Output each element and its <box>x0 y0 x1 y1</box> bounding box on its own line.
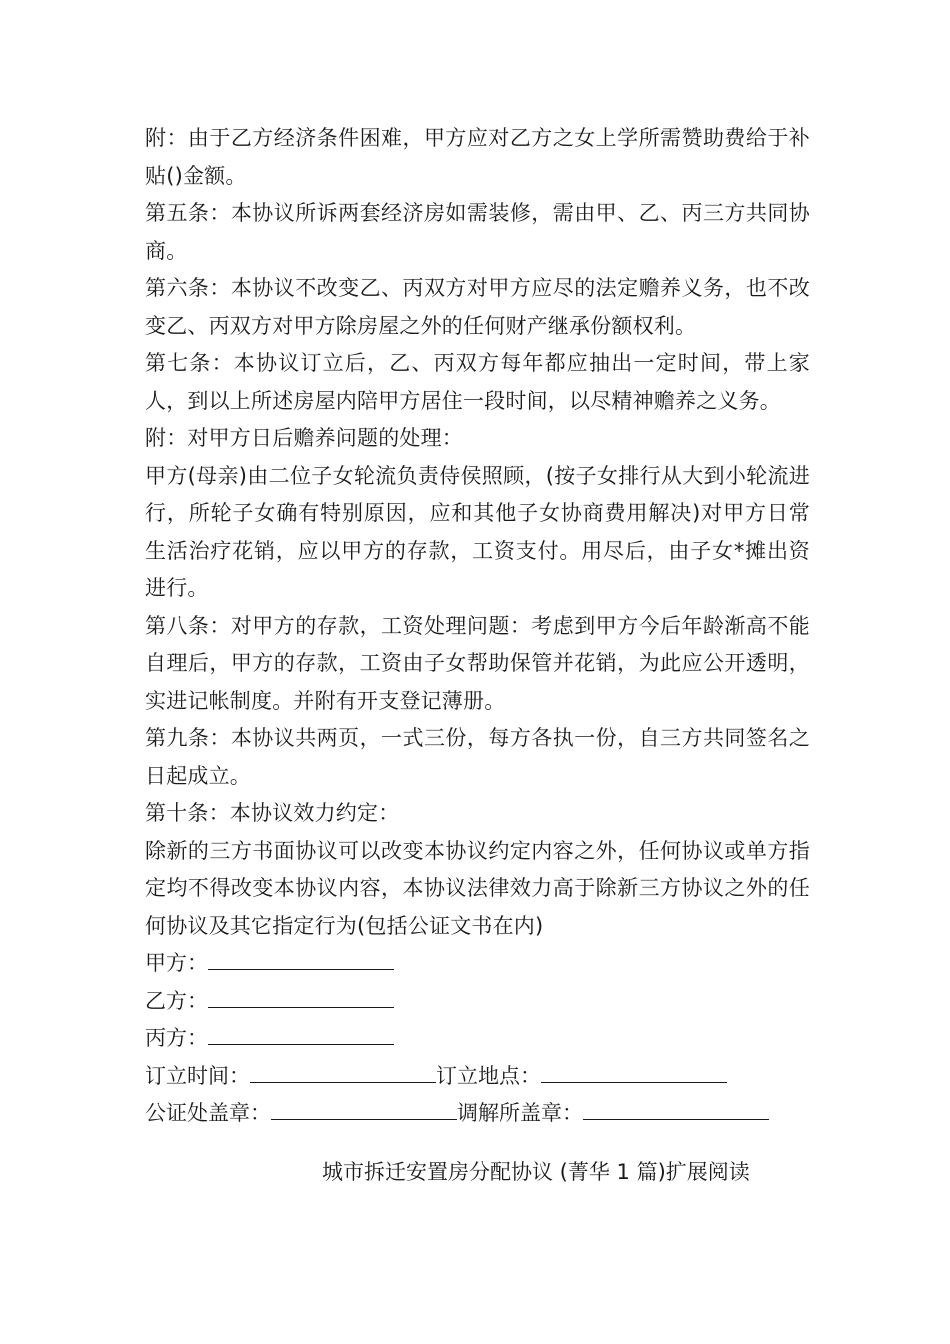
signature-block <box>145 945 810 1133</box>
party-a-line <box>145 945 810 983</box>
notary-seal-label: 公证处盖章： <box>145 1101 271 1125</box>
mediation-seal-label: 调解所盖章： <box>457 1101 583 1125</box>
sign-place-blank <box>541 1064 727 1083</box>
party-a-blank <box>208 951 394 970</box>
clause-10-body: 除新的三方书面协议可以改变本协议约定内容之外，任何协议或单方指定均不得改变本协议内容，本协议法律效力高于除新三方协议之外的任何协议及其它指定行为(包括公证文书在内) <box>145 838 810 938</box>
clause-appendix-subsidy: 附：由于乙方经济条件困难，甲方应对乙方之女上学所需赞助费给于补贴()金额。 <box>145 126 810 188</box>
extended-reading-title: 城市拆迁安置房分配协议 (菁华 1 篇)扩展阅读 <box>322 1160 750 1184</box>
party-c-label: 丙方： <box>145 1026 208 1050</box>
appendix-heading: 附：对甲方日后赡养问题的处理： <box>145 426 463 450</box>
sign-time-label: 订立时间： <box>145 1063 250 1088</box>
mediation-seal-blank <box>583 1101 769 1120</box>
sign-time-blank <box>250 1064 436 1083</box>
clause-9: 第九条：本协议共两页，一式三份，每方各执一份，自三方共同签名之日起成立。 <box>145 726 810 788</box>
clause-7: 第七条：本协议订立后，乙、丙双方每年都应抽出一定时间，带上家人，到以上所述房屋内陪甲方居住一段时间，以尽精神赡养之义务。 <box>145 351 810 413</box>
party-c-line <box>145 1020 810 1058</box>
sign-time-place-line <box>145 1058 810 1096</box>
notary-seal-blank <box>271 1101 457 1120</box>
party-c-blank <box>208 1026 394 1045</box>
clause-6: 第六条：本协议不改变乙、丙双方对甲方应尽的法定赡养义务，也不改变乙、丙双方对甲方除房屋之外的任何财产继承份额权利。 <box>145 276 810 338</box>
clause-5: 第五条：本协议所诉两套经济房如需装修，需由甲、乙、丙三方共同协商。 <box>145 201 810 263</box>
party-b-blank <box>208 989 394 1008</box>
party-a-label: 甲方： <box>145 951 208 975</box>
clause-8: 第八条：对甲方的存款，工资处理问题：考虑到甲方今后年龄渐高不能自理后，甲方的存款，工资由子女帮助保管并花销，为此应公开透明，实进记帐制度。并附有开支登记薄册。 <box>145 613 810 713</box>
sign-place-label: 订立地点： <box>436 1063 541 1088</box>
clause-10-heading: 第十条：本协议效力约定： <box>145 801 400 825</box>
party-b-label: 乙方： <box>145 988 208 1013</box>
seal-line <box>145 1095 810 1133</box>
document-body <box>145 120 810 1133</box>
appendix-care-arrangement: 甲方(母亲)由二位子女轮流负责侍侯照顾，(按子女排行从大到小轮流进行，所轮子女确有特别原因，应和其他子女协商费用解决)对甲方日常生活治疗花销，应以甲方的存款，工资支付。用尽后，由子女*摊出资进行。 <box>145 463 810 600</box>
party-b-line <box>145 983 810 1021</box>
